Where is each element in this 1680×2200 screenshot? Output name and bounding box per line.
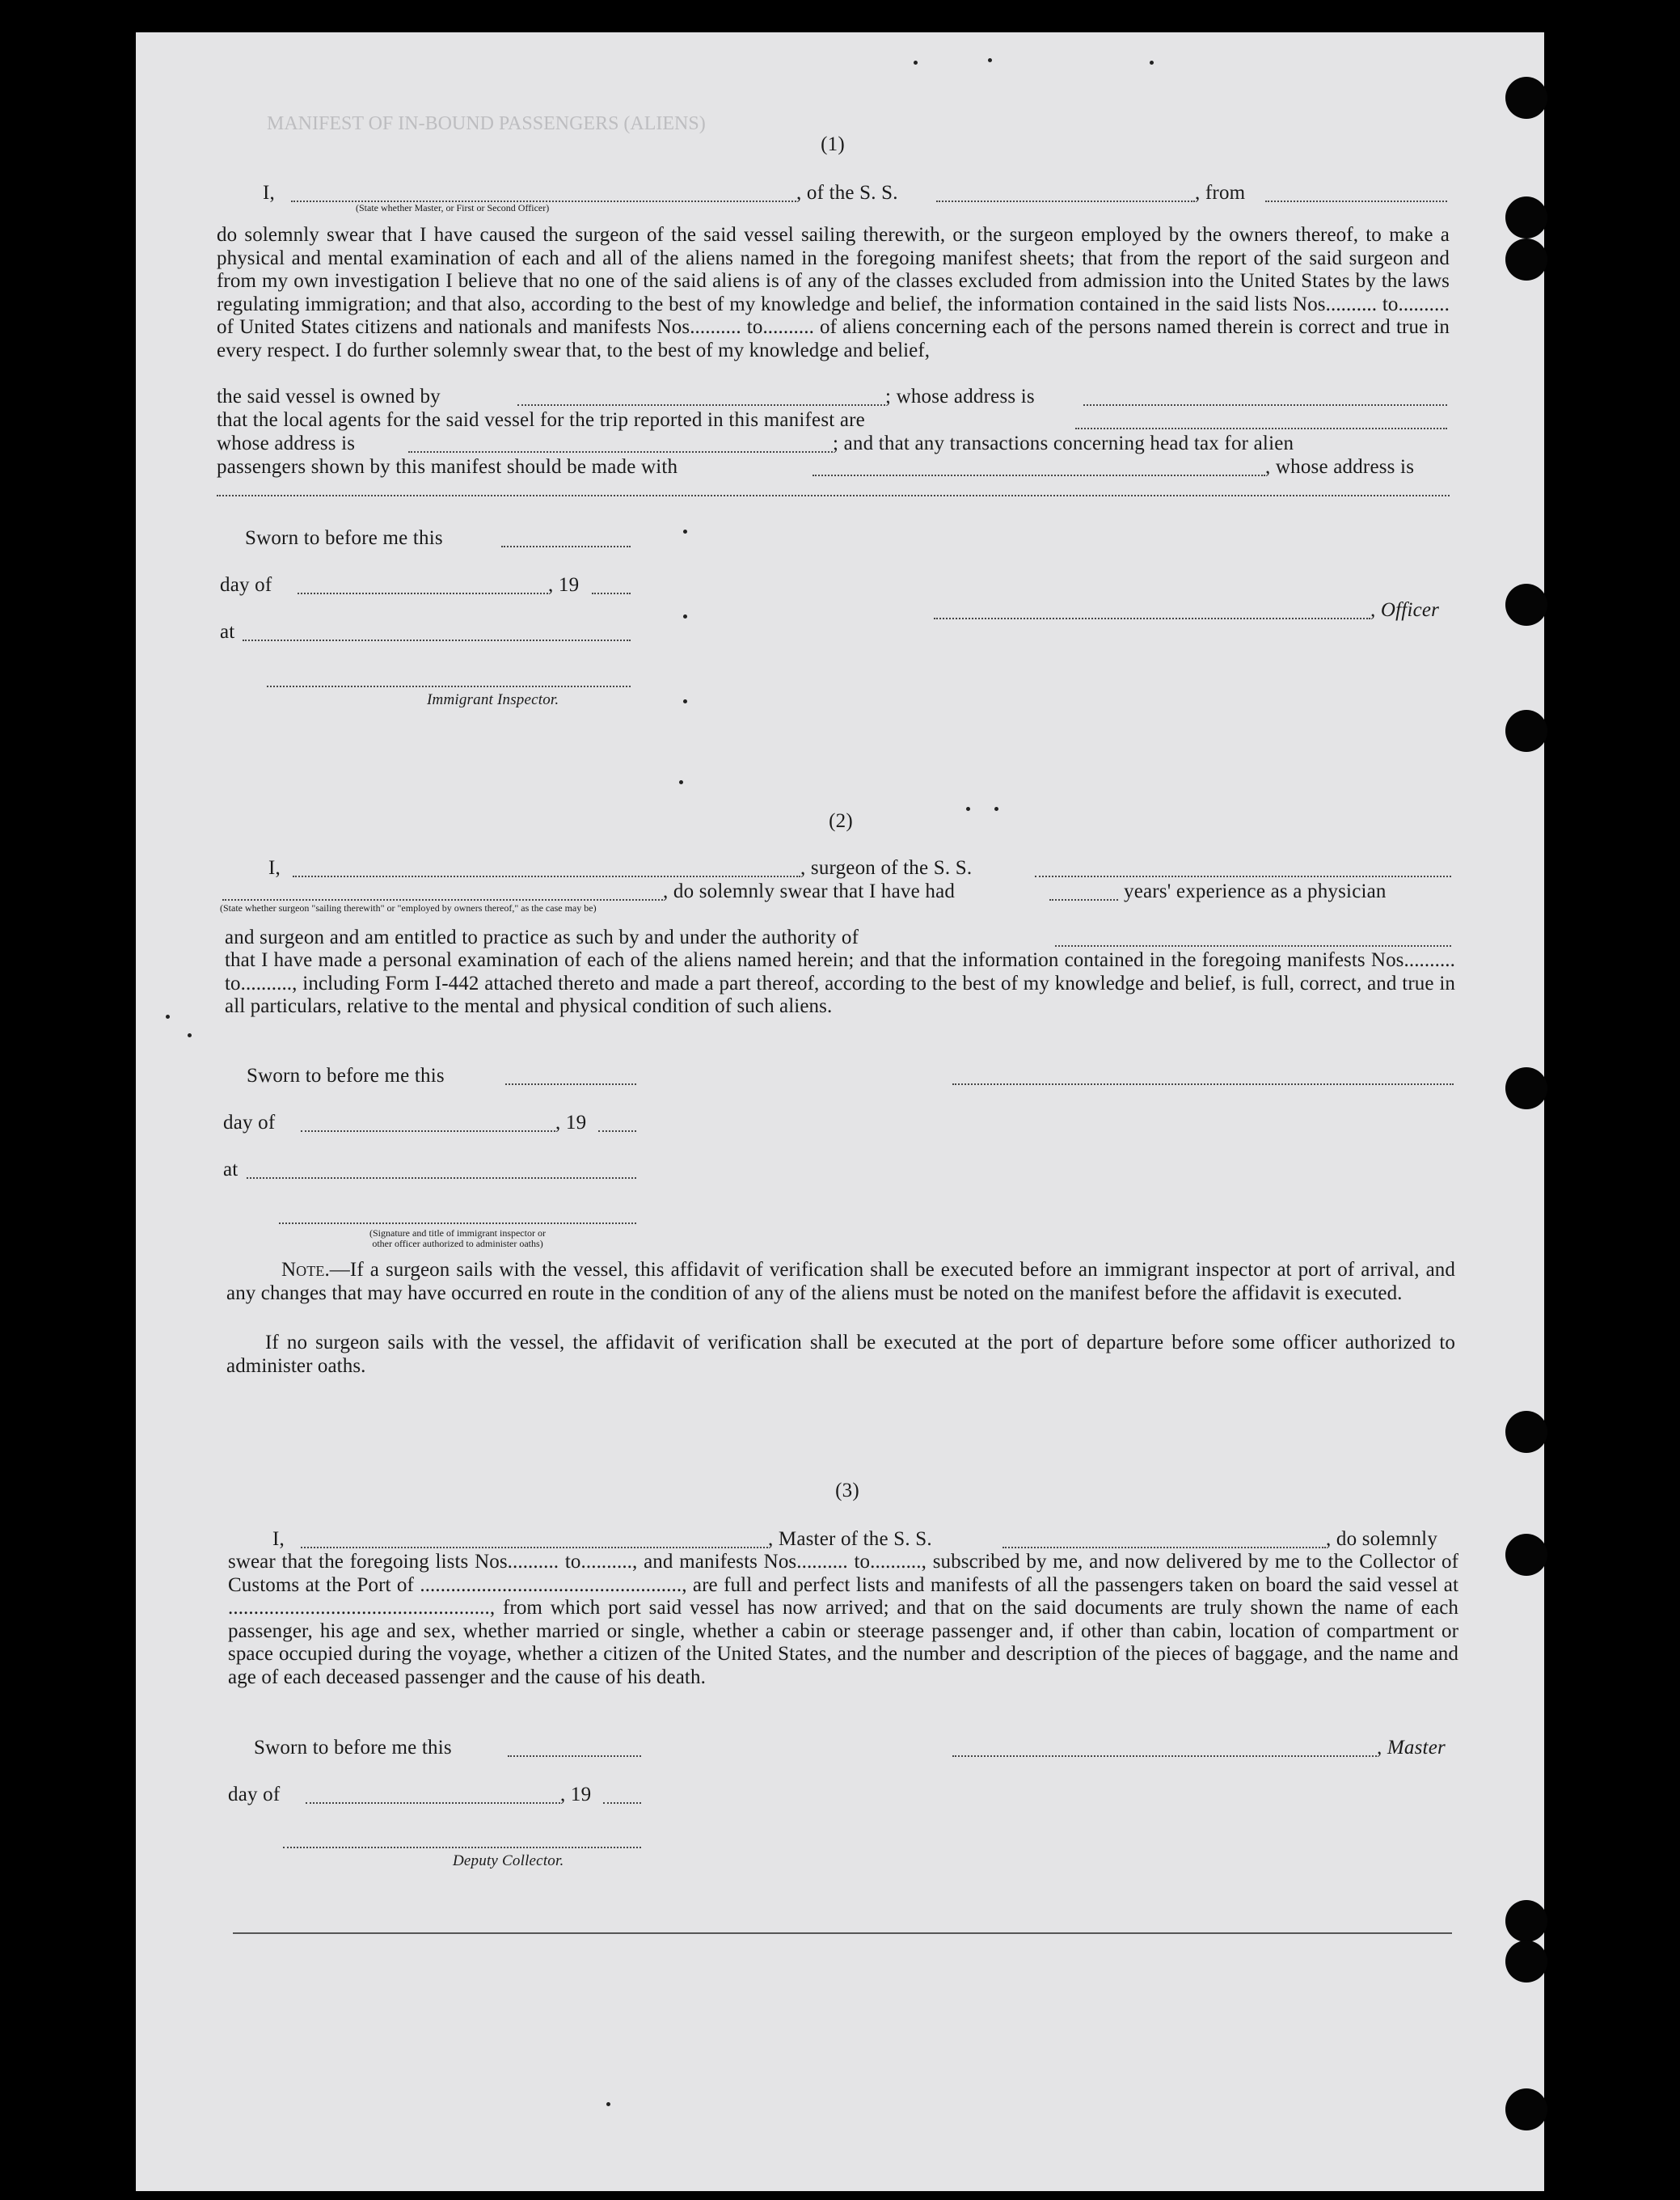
owner-field[interactable] [517,404,885,406]
section-2-number: (2) [829,810,853,832]
section-3-paragraph: swear that the foregoing lists Nos.......... to.........., and manifests Nos.......... to.........., subscribed by me, and now delivered by me to the Collector of Customs at the Port of ..................................................., are full and perfect lists and manifests of all the passengers taken on board the said vessel at ..................................................., from which port said vessel has now arrived; and that on the said documents are truly shown the name of each passenger, his age and sex, whether married or single, whether a cabin or steerage passenger and, if other than cabin, location of compartment or space occupied during the voyage, whether a citizen of the United States, and the number and description of the pieces of baggage, and the name and age of each deceased passenger and the cause of his death. [228,1551,1458,1688]
head-tax-contact-field[interactable] [813,475,1265,476]
day-2-field[interactable] [301,1130,555,1132]
signature-note-2: other officer authorized to administer oaths) [372,1238,543,1249]
master-signature-field[interactable] [952,1755,1377,1757]
section-2-paragraph: that I have made a personal examination of each of the aliens named herein; and that the information contained in the foregoing manifests Nos.......... to.........., including Form I-442 attached thereto and made a part thereof, according to the best of my knowledge and belief, is full, correct, and true in all particulars, relative to the mental and physical condition of such aliens. [225,949,1455,1017]
speck [1150,61,1154,65]
authority-label: and surgeon and am entitled to practice as such by and under the authority of [225,927,859,948]
speck [166,1015,170,1019]
officer-note: (State whether Master, or First or Second Officer) [356,202,550,213]
note-2-paragraph: If no surgeon sails with the vessel, the affidavit of verification shall be executed at the port of departure before some officer authorized to administer oaths. [226,1332,1455,1377]
section-1-paragraph: do solemnly swear that I have caused the surgeon of the said vessel sailing therewith, or the surgeon employed by the owners thereof, to make a physical and mental examination of each and all of the aliens named in the foregoing manifest sheets; that from the report of the said surgeon and from my own investigation I believe that no one of the said aliens is of any of the classes excluded from admission into the United States by the laws regulating immigration; and that also, according to the best of my knowledge and belief, the information contained in the said lists Nos.......... to.......... of United States citizens and nationals and manifests Nos.......... to.......... of aliens concerning each of the persons named therein is correct and true in every respect. I do further solemnly swear that, to the best of my knowledge and belief, [217,224,1450,361]
faded-header: MANIFEST OF IN-BOUND PASSENGERS (ALIENS) [267,113,706,134]
surgeon-name-field[interactable] [293,876,800,877]
officer-signature-field[interactable] [934,618,1370,619]
punch-hole [1505,1940,1547,1983]
agent-address-field[interactable] [408,451,833,453]
speck [914,61,918,65]
sworn-3-field[interactable] [508,1755,641,1757]
sworn-1-label: Sworn to before me this [245,527,443,549]
at-1-field[interactable] [243,640,631,641]
inspector-2-signature-field[interactable] [279,1222,636,1224]
solemnly-swear-label: , do solemnly swear that I have had [663,880,956,902]
master-swear-label: , do solemnly [1326,1528,1438,1550]
punch-hole [1505,1067,1547,1109]
surgeon-status-field[interactable] [222,899,663,901]
at-2-label: at [223,1159,238,1180]
section-1-i: I, [263,182,275,204]
vessel-name-field[interactable] [936,201,1195,202]
speck [606,2102,610,2106]
note-label: Note. [281,1259,330,1281]
speck [966,807,970,811]
punch-hole [1505,77,1547,119]
master-of-ss-label: , Master of the S. S. [768,1528,932,1550]
day-of-2-label: day of [223,1112,276,1134]
punch-hole [1505,239,1547,281]
note-text: —If a surgeon sails with the vessel, this affidavit of verification shall be executed before an immigrant inspector at port of arrival, and any changes that may have occurred en route in the condition of any of the aliens must be noted on the manifest before the affidavit is executed. [226,1259,1455,1304]
punch-hole [1505,710,1547,752]
years-field[interactable] [1049,899,1118,901]
note-paragraph [226,1259,1455,1305]
year-3-field[interactable] [603,1802,641,1804]
section-3-number: (3) [835,1480,859,1501]
owner-address-label: ; whose address is [885,386,1035,407]
signature-note-1: (Signature and title of immigrant inspector or [369,1227,546,1239]
day-of-1-label: day of [220,574,272,596]
master-label: , Master [1377,1737,1446,1759]
speck [683,530,687,534]
owner-address-field[interactable] [1083,404,1447,406]
day-1-field[interactable] [298,593,548,594]
year-1-field[interactable] [592,593,631,594]
punch-hole [1505,1534,1547,1576]
sworn-2-label: Sworn to before me this [247,1065,445,1087]
day-of-3-label: day of [228,1784,281,1805]
local-agents-label: that the local agents for the said vessel for the trip reported in this manifest are [217,409,865,431]
section-1-number: (1) [821,133,845,155]
year-2-field[interactable] [598,1130,636,1132]
punch-hole [1505,1900,1547,1942]
inspector-label: Immigrant Inspector. [427,691,559,708]
years-experience-label: years' experience as a physician [1124,880,1387,902]
punch-hole [1505,196,1547,239]
sworn-1-field[interactable] [501,546,631,547]
contact-address-field[interactable] [217,495,1450,496]
inspector-signature-field[interactable] [267,686,631,687]
sworn-3-label: Sworn to before me this [254,1737,452,1759]
speck [683,614,687,619]
agent-address-label: whose address is [217,433,356,454]
master-vessel-field[interactable] [1003,1547,1326,1548]
sworn-2-field[interactable] [505,1083,636,1085]
surgeon-signature-field[interactable] [952,1083,1454,1085]
deputy-signature-field[interactable] [283,1847,641,1848]
speck [188,1033,192,1037]
master-name-field[interactable] [301,1547,768,1548]
year-3-label: , 19 [560,1784,592,1805]
contact-address-label: , whose address is [1265,456,1415,478]
officer-label: , Officer [1370,599,1440,621]
speck [683,699,687,703]
punch-hole [1505,2088,1547,2130]
surgeon-status-note: (State whether surgeon "sailing therewith" or "employed by owners thereof," as the case may be) [220,902,597,914]
punch-hole [1505,584,1547,626]
surgeon-of-ss-label: , surgeon of the S. S. [800,857,973,879]
deputy-label: Deputy Collector. [453,1852,564,1869]
owned-by-label: the said vessel is owned by [217,386,441,407]
passengers-label: passengers shown by this manifest should be made with [217,456,678,478]
speck [994,807,998,811]
section-3-i: I, [272,1528,285,1550]
section-2-i: I, [268,857,281,879]
year-1-label: , 19 [548,574,580,596]
at-2-field[interactable] [247,1177,636,1179]
of-ss-label: , of the S. S. [796,182,898,204]
local-agents-field[interactable] [1075,428,1447,429]
at-1-label: at [220,621,235,643]
speck [679,780,683,784]
authority-field[interactable] [1055,945,1451,947]
from-label: , from [1195,182,1246,204]
bottom-rule [233,1932,1452,1934]
head-tax-label: ; and that any transactions concerning head tax for alien [833,433,1294,454]
speck [988,58,992,62]
surgeon-vessel-field[interactable] [1035,876,1451,877]
punch-hole [1505,1411,1547,1453]
from-port-field[interactable] [1265,201,1447,202]
day-3-field[interactable] [306,1802,560,1804]
year-2-label: , 19 [555,1112,587,1134]
